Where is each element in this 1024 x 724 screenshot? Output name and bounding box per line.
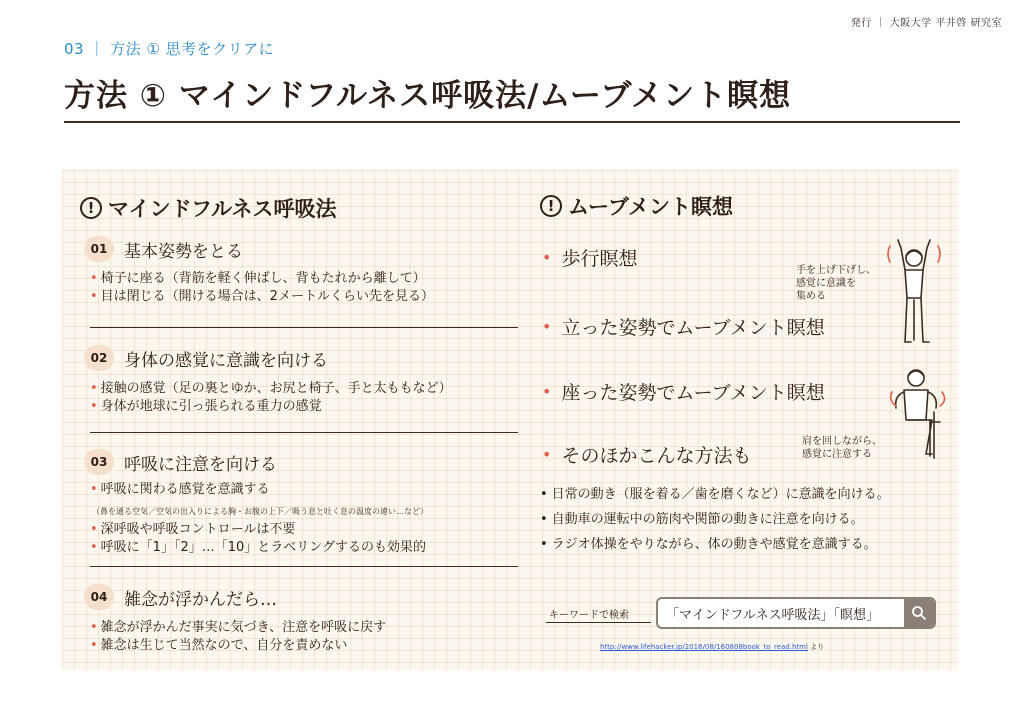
step-01-header bbox=[84, 236, 243, 262]
keyword-underline bbox=[546, 622, 651, 623]
method-seated: • 座った姿勢でムーブメント瞑想 bbox=[542, 382, 825, 404]
left-section-heading bbox=[80, 193, 336, 223]
step-02-header bbox=[84, 345, 328, 371]
search-button[interactable] bbox=[904, 599, 934, 627]
search-box[interactable] bbox=[656, 597, 936, 629]
step-02-number: 02 bbox=[84, 345, 114, 371]
list-item: • ラジオ体操をやりながら、体の動きや感覚を意識する。 bbox=[540, 537, 877, 552]
search-icon bbox=[911, 605, 927, 621]
keyword-search-label: キーワードで検索 bbox=[549, 610, 629, 621]
list-item: • 接触の感覚（足の裏とゆか、お尻と椅子、手と太ももなど） bbox=[90, 381, 452, 396]
step-04-number: 04 bbox=[84, 584, 114, 610]
divider bbox=[90, 566, 518, 567]
method-standing: • 立った姿勢でムーブメント瞑想 bbox=[542, 317, 825, 339]
step-04-title: 雑念が浮かんだら… bbox=[124, 589, 277, 610]
list-item: • 深呼吸や呼吸コントロールは不要 bbox=[90, 522, 296, 537]
method-other: • そのほかこんな方法も bbox=[542, 445, 752, 467]
left-heading-text: マインドフルネス呼吸法 bbox=[108, 197, 337, 221]
step-03-number: 03 bbox=[84, 449, 114, 475]
breathing-note: （鼻を通る空気／空気の出入りによる胸・お腹の上下／吸う息と吐く息の温度の違い…など） bbox=[92, 507, 428, 516]
exclamation-circle-icon: ! bbox=[80, 197, 102, 219]
step-03-title: 呼吸に注意を向ける bbox=[124, 454, 277, 475]
standing-note: 手を上げ下げし、 感覚に意識を 集める bbox=[796, 265, 876, 302]
search-input[interactable]: 「マインドフルネス呼吸法」「瞑想」 bbox=[666, 607, 879, 623]
list-item: • 呼吸に「1」「2」…「10」とラベリングするのも効果的 bbox=[90, 540, 426, 555]
page-title: 方法 ① マインドフルネス呼吸法/ムーブメント瞑想 bbox=[64, 78, 792, 114]
list-item: • 自動車の運転中の筋肉や関節の動きに注意を向ける。 bbox=[540, 512, 864, 527]
step-04-header bbox=[84, 584, 277, 610]
examples-list bbox=[540, 482, 890, 557]
step-01-number: 01 bbox=[84, 236, 114, 262]
right-section-heading bbox=[540, 191, 733, 221]
title-underline bbox=[64, 121, 960, 123]
source-link[interactable]: http://www.lifehacker.jp/2016/08/160808book_to_read.html bbox=[600, 643, 808, 651]
list-item: • 身体が地球に引っ張られる重力の感覚 bbox=[90, 399, 322, 414]
list-item: • 目は閉じる（開ける場合は、2メートルくらい先を見る） bbox=[90, 289, 434, 304]
list-item: • 雑念が浮かんだ事実に気づき、注意を呼吸に戻す bbox=[90, 620, 387, 635]
step-01-title: 基本姿勢をとる bbox=[124, 241, 243, 262]
method-walking: • 歩行瞑想 bbox=[542, 248, 638, 270]
step-03-bullets bbox=[90, 481, 428, 557]
seated-figure-illustration bbox=[884, 362, 956, 466]
step-02-bullets bbox=[90, 380, 452, 416]
step-03-header bbox=[84, 449, 277, 475]
divider bbox=[90, 327, 518, 328]
source-citation: http://www.lifehacker.jp/2016/08/160808book_to_read.html より bbox=[600, 643, 825, 651]
step-02-title: 身体の感覚に意識を向ける bbox=[124, 350, 328, 371]
seated-note: 肩を回しながら、 感覚に注意する bbox=[802, 436, 882, 460]
right-heading-text: ムーブメント瞑想 bbox=[568, 195, 734, 219]
divider bbox=[90, 432, 518, 433]
list-item: • 日常の動き（服を着る／歯を磨くなど）に意識を向ける。 bbox=[540, 487, 890, 502]
step-01-bullets bbox=[90, 270, 434, 306]
list-item: • 呼吸に関わる感覚を意識する bbox=[90, 482, 270, 497]
step-04-bullets bbox=[90, 619, 386, 655]
publisher-label: 発行 ｜ 大阪大学 平井啓 研究室 bbox=[850, 18, 1002, 29]
exclamation-circle-icon: ! bbox=[540, 195, 562, 217]
standing-figure-illustration bbox=[878, 238, 950, 350]
list-item: • 雑念は生じて当然なので、自分を責めない bbox=[90, 638, 348, 653]
page-subtitle: 03 ｜ 方法 ① 思考をクリアに bbox=[64, 40, 275, 58]
list-item: • 椅子に座る（背筋を軽く伸ばし、背もたれから離して） bbox=[90, 271, 426, 286]
